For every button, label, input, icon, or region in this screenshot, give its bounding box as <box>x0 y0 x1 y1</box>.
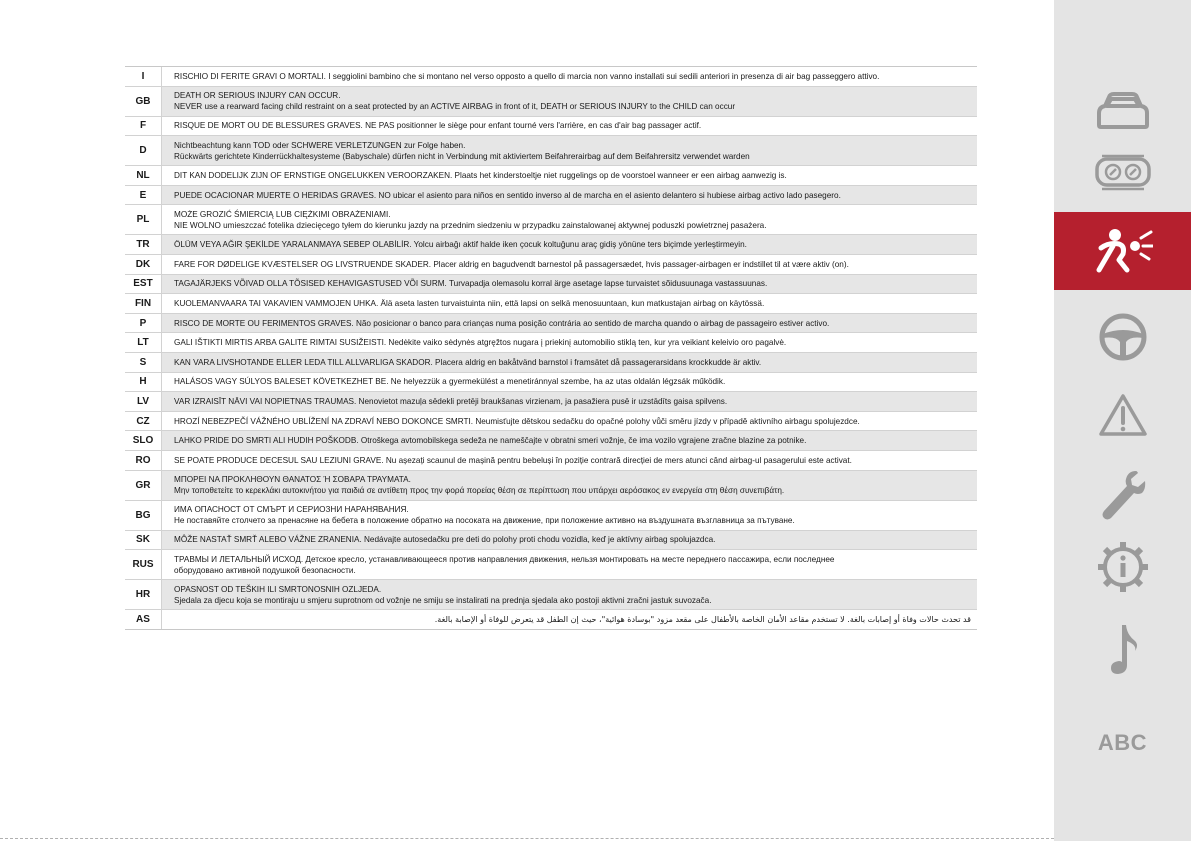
warning-text <box>162 416 977 427</box>
language-code: SK <box>125 531 162 550</box>
warning-line-secondary: Sjedala za djecu koja se montiraju u smjeru suprotnom od vožnje ne smiju se instalirati na prednja sjedala ako postoji aktivni zračni jastuk suvozača. <box>174 595 712 605</box>
warning-line-secondary: Не поставяйте столчето за пренасяне на бебета в положение обратно на посоката на движение, при положение активно на въздушната възглавница за пътуване. <box>174 516 795 525</box>
language-code: GR <box>125 471 162 500</box>
language-code: AS <box>125 610 162 629</box>
warning-line-secondary: NEVER use a rearward facing child restraint on a seat protected by an ACTIVE AIRBAG in front of it, DEATH or SERIOUS INJURY to the CHILD can occur <box>174 102 736 112</box>
warning-line-primary: RISQUE DE MORT OU DE BLESSURES GRAVES. NE PAS positionner le siège pour enfant tourné vers l'arrière, en cas d'air bag passager actif. <box>174 121 702 131</box>
warning-line-primary: ÖLÜM VEYA AĞIR ŞEKİLDE YARALANMAYA SEBEP OLABİLİR. Yolcu airbağı aktif halde iken çocuk koltuğunu araç gidiş yönüne ters biçimde yerleştirmeyin. <box>174 240 747 250</box>
warning-line-primary: PUEDE OCACIONAR MUERTE O HERIDAS GRAVES. NO ubicar el asiento para niños en sentido inverso al de marcha en el asiento delantero si hubiese airbag activo lado pasegero. <box>174 190 841 200</box>
warning-line-primary: SE POATE PRODUCE DECESUL SAU LEZIUNI GRAVE. Nu așezați scaunul de mașină pentru bebeluși în poziție contrară direcției de mers atunci când airbag-ul pasagerului este activat. <box>174 455 852 465</box>
warning-line-primary: RISCHIO DI FERITE GRAVI O MORTALI. I seggiolini bambino che si montano nel verso opposto a quello di marcia non vanno installati sui sedili anteriori in presenza di air bag passeggero attivo. <box>174 71 880 81</box>
language-code: PL <box>125 205 162 234</box>
warning-line-primary: HALÁSOS VAGY SÚLYOS BALESET KÖVETKEZHET BE. Ne helyezzük a gyermekülést a menetiránnyal szembe, ha az utas oldalán légzsák működik. <box>174 377 726 387</box>
warning-text <box>162 534 977 545</box>
warning-text <box>162 298 977 309</box>
warning-row-as <box>125 610 977 629</box>
language-code: EST <box>125 275 162 294</box>
language-code: BG <box>125 501 162 530</box>
warning-row-slo <box>125 431 977 451</box>
warning-line-primary: VAR IZRAISĪT NĀVI VAI NOPIETNAS TRAUMAS. Nenovietot mazuļa sēdekli pretēji braukšanas virzienam, ja pasažiera pusē ir uzstādīts gaisa spilvens. <box>174 396 728 406</box>
chapter-sidebar <box>1054 0 1191 841</box>
page-bottom-rule <box>0 838 1054 839</box>
airbag-warning-table <box>125 66 977 630</box>
warning-line-secondary: Rückwärts gerichtete Kinderrückhaltesysteme (Babyschale) dürfen nicht in Verbindung mit aktiviertem Beifahrerairbag auf dem Beifahrersitz verwendet warden <box>174 151 750 161</box>
warning-row-gb <box>125 87 977 117</box>
car-icon <box>1095 91 1151 131</box>
language-code: D <box>125 136 162 165</box>
nav-technical-data[interactable] <box>1054 528 1191 606</box>
warning-row-pl <box>125 205 977 235</box>
warning-line-secondary: NIE WOLNO umieszczać fotelika dziecięcego tyłem do kierunku jazdy na przednim siedzeniu w przypadku zainstalowanej aktywnej poduszki powietrznej pasażera. <box>174 220 767 230</box>
warning-text <box>162 504 977 526</box>
warning-text <box>162 90 977 112</box>
warning-row-cz <box>125 412 977 432</box>
language-code: NL <box>125 166 162 185</box>
warning-row-lt <box>125 333 977 353</box>
wrench-icon <box>1098 467 1148 523</box>
warning-line-primary: قد تحدث حالات وفاة أو إصابات بالغة. لا تستخدم مقاعد الأمان الخاصة بالأطفال على مقعد مزود "بوسادة هوائية"، حيث إن الطفل قد يتعرض للوفاة أو الإصابة بالغة. <box>434 614 971 624</box>
warning-text <box>162 455 977 466</box>
nav-index[interactable] <box>1054 704 1191 782</box>
gear-info-icon <box>1095 539 1151 595</box>
warning-line-primary: ΜΠΟΡΕΙ ΝΑ ΠΡΟΚΛΗΘΟΥΝ ΘΑΝΑΤΟΣ Ή ΣΟΒΑΡΑ ΤΡΑΥΜΑΤΑ. <box>174 475 411 484</box>
warning-text <box>162 278 977 289</box>
warning-line-primary: ТРАВМЫ И ЛЕТАЛЬНЫЙ ИСХОД. Детское кресло, устанавливающееся против направления движения, нельзя монтировать на месте переднего пассажира, если последнее <box>174 554 835 564</box>
warning-line-primary: LAHKO PRIDE DO SMRTI ALI HUDIH POŠKODB. Otroškega avtomobilskega sedeža ne nameščajte v obratni smeri vožnje, če ima vozilo vgrajene zračne blazine za potnike. <box>174 436 807 446</box>
warning-row-bg <box>125 501 977 531</box>
warning-text <box>162 209 977 231</box>
warning-text <box>162 190 977 201</box>
warning-line-primary: Nichtbeachtung kann TOD oder SCHWERE VERLETZUNGEN zur Folge haben. <box>174 140 466 150</box>
language-code: RO <box>125 451 162 470</box>
warning-text <box>162 71 977 82</box>
warning-line-primary: RISCO DE MORTE OU FERIMENTOS GRAVES. Não posicionar o banco para crianças numa posição contrária ao sentido de marcha quando o airbag de passageiro estiver activo. <box>174 318 830 328</box>
warning-text <box>162 614 977 625</box>
warning-text <box>162 357 977 368</box>
warning-line-primary: GALI IŠTIKTI MIRTIS ARBA GALITE RIMTAI SUSIŽEISTI. Nedėkite vaiko sėdynės atgręžtos nugara į priekinį automobilio stiklą ten, kur yra veikiant keleivio oro pagalvė. <box>174 338 787 348</box>
warning-row-est <box>125 275 977 295</box>
steering-wheel-icon <box>1098 312 1148 362</box>
warning-row-s <box>125 353 977 373</box>
nav-multimedia[interactable] <box>1054 610 1191 688</box>
airbag-person-icon <box>1093 226 1153 276</box>
warning-row-ro <box>125 451 977 471</box>
warning-text <box>162 554 977 576</box>
language-code: F <box>125 117 162 136</box>
warning-row-f <box>125 117 977 137</box>
warning-line-primary: KUOLEMANVAARA TAI VAKAVIEN VAMMOJEN UHKA. Älä aseta lasten turvaistuinta niin, että lapsi on selkä menosuuntaan, kun matkustajan airbag on käytössä. <box>174 298 765 308</box>
warning-text <box>162 474 977 496</box>
language-code: FIN <box>125 294 162 313</box>
warning-text <box>162 318 977 329</box>
language-code: LT <box>125 333 162 352</box>
nav-driving[interactable] <box>1054 298 1191 376</box>
warning-line-primary: KAN VARA LIVSHOTANDE ELLER LEDA TILL ALLVARLIGA SKADOR. Placera aldrig en bakåtvänd barnstol i framsätet då passagerarsidans krockkudde är aktiv. <box>174 357 762 367</box>
warning-row-d <box>125 136 977 166</box>
warning-row-p <box>125 314 977 334</box>
warning-row-i <box>125 67 977 87</box>
language-code: HR <box>125 580 162 609</box>
language-code: RUS <box>125 550 162 579</box>
warning-line-secondary: Μην τοποθετείτε το κερεκλάκι αυτοκινήτου για παιδιά σε αντίθετη προς την φορά πορείας θέση σε περίπτωση που υπάρχει αερόσακος εν ενεργεία στη θέση συνεπιβάτη. <box>174 486 785 495</box>
language-code: SLO <box>125 431 162 450</box>
language-code: DK <box>125 255 162 274</box>
warning-text <box>162 396 977 407</box>
warning-text <box>162 170 977 181</box>
music-note-icon <box>1105 621 1141 677</box>
warning-row-sk <box>125 531 977 551</box>
language-code: P <box>125 314 162 333</box>
warning-line-primary: DIT KAN DODELIJK ZIJN OF ERNSTIGE ONGELUKKEN VEROORZAKEN. Plaats het kinderstoeltje niet ruggelings op de voorstoel wanneer er een airbag aanwezig is. <box>174 170 787 180</box>
warning-row-tr <box>125 235 977 255</box>
warning-row-h <box>125 373 977 393</box>
warning-row-fin <box>125 294 977 314</box>
warning-text <box>162 140 977 162</box>
warning-line-primary: MÔŽE NASTAŤ SMRŤ ALEBO VÁŽNE ZRANENIA. Nedávajte autosedačku pre deti do polohy proti chodu vozidla, keď je aktívny airbag spolujazdca. <box>174 535 716 545</box>
warning-row-hr <box>125 580 977 610</box>
nav-maintenance[interactable] <box>1054 456 1191 534</box>
language-code: CZ <box>125 412 162 431</box>
warning-line-primary: OPASNOST OD TEŠKIH ILI SMRTONOSNIH OZLJEDA. <box>174 584 382 594</box>
instrument-cluster-icon <box>1094 151 1152 191</box>
language-code: H <box>125 373 162 392</box>
language-code: TR <box>125 235 162 254</box>
warning-row-lv <box>125 392 977 412</box>
warning-text <box>162 376 977 387</box>
warning-text <box>162 435 977 446</box>
warning-line-primary: ИМА ОПАСНОСТ ОТ СМЪРТ И СЕРИОЗНИ НАРАНЯВАНИЯ. <box>174 505 409 514</box>
warning-line-primary: MOŻE GROZIĆ ŚMIERCIĄ LUB CIĘŻKIMI OBRAŻENIAMI. <box>174 209 391 219</box>
warning-line-primary: TAGAJÄRJEKS VÕIVAD OLLA TÕSISED KEHAVIGASTUSED VÕI SURM. Turvapadja olemasolu korral ärge asetage lapse turvaistet sõidusuunaga vastassuunas. <box>174 279 768 289</box>
warning-row-dk <box>125 255 977 275</box>
warning-line-secondary: оборудовано активной подушкой безопасности. <box>174 565 356 575</box>
warning-line-primary: HROZÍ NEBEZPEČÍ VÁŽNÉHO UBLÍŽENÍ NA ZDRAVÍ NEBO DOKONCE SMRTI. Neumisťujte dětskou sedačku do opačné polohy vůči směru jízdy v případě aktivního airbagu spolujezdce. <box>174 416 860 426</box>
language-code: LV <box>125 392 162 411</box>
nav-safety[interactable] <box>1054 212 1191 290</box>
warning-row-e <box>125 186 977 206</box>
nav-instruments[interactable] <box>1054 132 1191 210</box>
warning-line-primary: DEATH OR SERIOUS INJURY CAN OCCUR. <box>174 91 341 101</box>
language-code: S <box>125 353 162 372</box>
warning-text <box>162 259 977 270</box>
warning-row-rus <box>125 550 977 580</box>
language-code: I <box>125 67 162 86</box>
warning-row-nl <box>125 166 977 186</box>
warning-text <box>162 239 977 250</box>
nav-emergency[interactable] <box>1054 376 1191 454</box>
index-abc-label: ABC <box>1097 730 1148 755</box>
warning-line-primary: FARE FOR DØDELIGE KVÆSTELSER OG LIVSTRUENDE SKADER. Placer aldrig en bagudvendt barnestol på passagersædet, hvis passager-airbagen er indstillet til at være aktiv (on). <box>174 259 849 269</box>
warning-text <box>162 120 977 131</box>
language-code: GB <box>125 87 162 116</box>
warning-row-gr <box>125 471 977 501</box>
warning-text <box>162 584 977 606</box>
warning-text <box>162 337 977 348</box>
language-code: E <box>125 186 162 205</box>
warning-triangle-icon <box>1097 392 1149 438</box>
